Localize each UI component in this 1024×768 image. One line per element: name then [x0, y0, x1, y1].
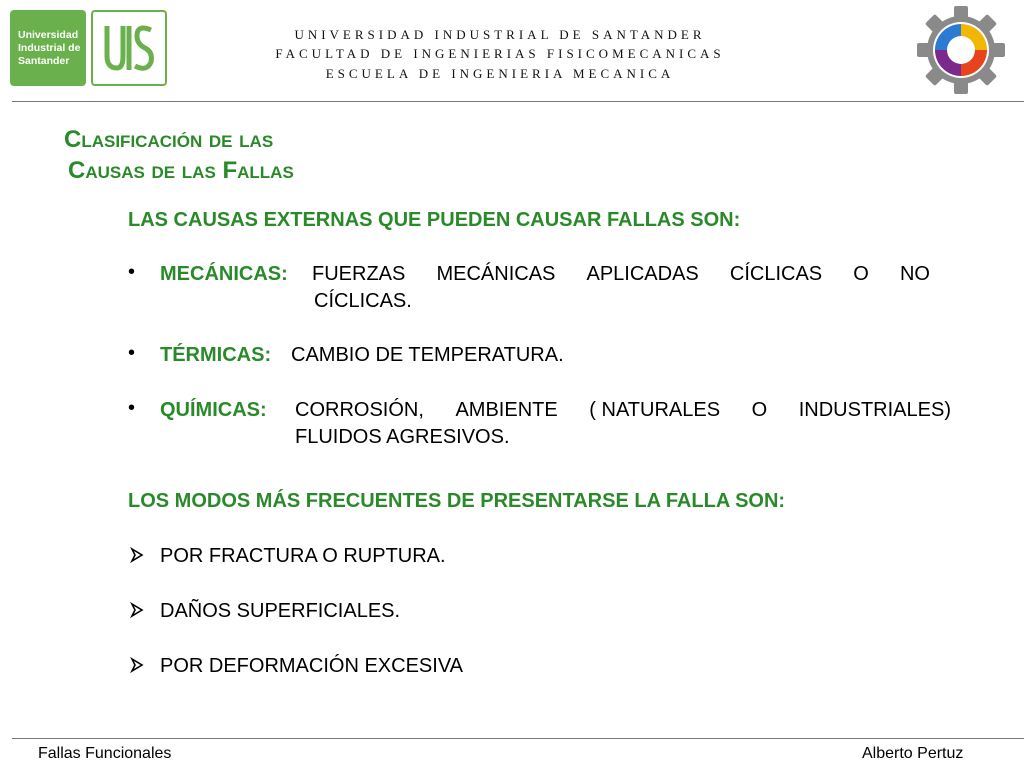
mode-item: DAÑOS SUPERFICIALES. [160, 600, 401, 622]
header-faculty: FACULTAD DE INGENIERIAS FISICOMECANICAS [275, 46, 725, 61]
quimicas-description [295, 397, 951, 423]
footer-right-text: Alberto Pertuz [862, 745, 964, 762]
termicas-label: TÉRMICAS: [160, 344, 272, 366]
word: O [751, 399, 768, 421]
university-text-logo [10, 10, 86, 86]
word: O [853, 263, 869, 285]
mechanical-gear-logo [915, 4, 1007, 96]
modes-heading: LOS MODOS MÁS FRECUENTES DE PRESENTARSE LA FALLA SON: [128, 490, 786, 512]
mode-item: POR DEFORMACIÓN EXCESIVA [160, 655, 464, 677]
header-school: ESCUELA DE INGENIERIA MECANICA [325, 66, 675, 81]
mecanicas-label: MECÁNICAS: [160, 263, 288, 285]
mode-item: POR FRACTURA O RUPTURA. [160, 545, 446, 567]
footer-divider [12, 738, 1024, 739]
bullet-dot: • [128, 261, 136, 283]
logo-line: Universidad [18, 28, 79, 41]
word: ( NATURALES [589, 399, 721, 421]
logo-line: Industrial de [18, 41, 81, 54]
arrow-bullet-icon [130, 547, 144, 563]
logo-line: Santander [18, 54, 70, 67]
mecanicas-continuation: CÍCLICAS. [314, 290, 412, 312]
bullet-dot: • [128, 397, 136, 419]
termicas-description: CAMBIO DE TEMPERATURA. [291, 344, 564, 366]
arrow-bullet-icon [130, 657, 144, 673]
word: FUERZAS [312, 263, 406, 285]
header-divider [12, 101, 1024, 102]
slide-title-line2: Causas de las Fallas [68, 157, 294, 184]
bullet-dot: • [128, 342, 136, 364]
word: MECÁNICAS [436, 263, 556, 285]
word: AMBIENTE [455, 399, 558, 421]
arrow-bullet-icon [130, 602, 144, 618]
slide-title-line1: Clasificación de las [64, 126, 274, 153]
word: INDUSTRIALES) [798, 399, 951, 421]
word: NO [899, 263, 930, 285]
causes-heading: LAS CAUSAS EXTERNAS QUE PUEDEN CAUSAR FALLAS SON: [128, 209, 741, 231]
uis-monogram-logo [91, 10, 167, 86]
word: APLICADAS [586, 263, 699, 285]
word: CORROSIÓN, [295, 399, 424, 421]
mecanicas-description [312, 261, 930, 287]
word: CÍCLICAS [729, 263, 823, 285]
quimicas-continuation: FLUIDOS AGRESIVOS. [295, 426, 510, 448]
header-university: UNIVERSIDAD INDUSTRIAL DE SANTANDER [294, 27, 706, 42]
footer-left-text: Fallas Funcionales [38, 745, 172, 762]
quimicas-label: QUÍMICAS: [160, 399, 267, 421]
